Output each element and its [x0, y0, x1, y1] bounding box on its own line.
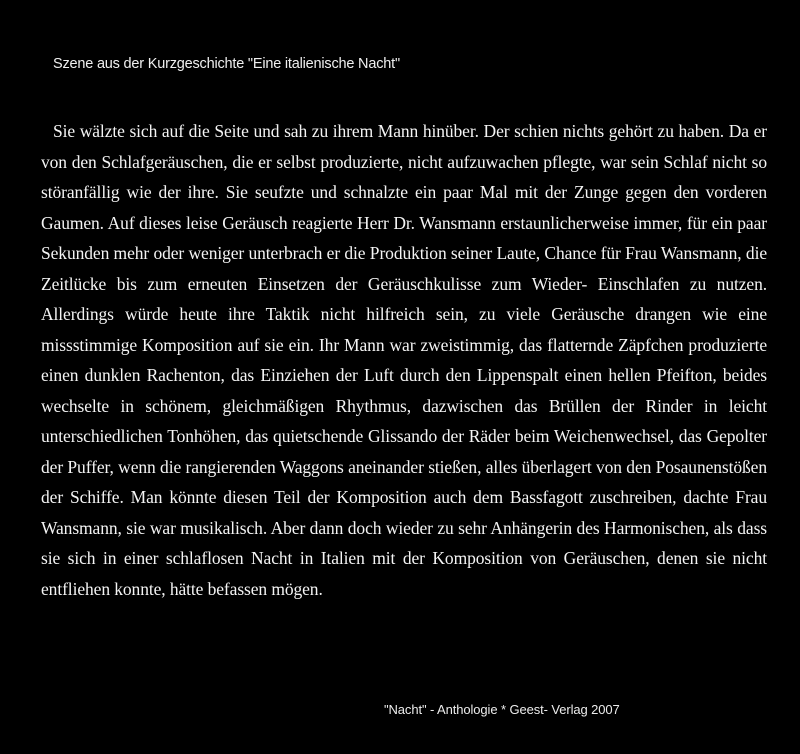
source-credit: "Nacht" - Anthologie * Geest- Verlag 2007 [384, 702, 620, 717]
story-text: Sie wälzte sich auf die Seite und sah zu ihrem Mann hinüber. Der schien nichts gehört zu haben. Da er von den Schlafgeräuschen, die er selbst produzierte, nicht aufzuwachen pflegte, war sein Schlaf nicht so störanfällig wie der ihre. Sie seufzte und schnalzte ein paar Mal mit der Zunge gegen den vorderen Gaumen. Auf dieses leise Geräusch reagierte Herr Dr. Wansmann erstaunlicherweise immer, für ein paar Sekunden mehr oder weniger unterbrach er die Produktion seiner Laute, Chance für Frau Wansmann, die Zeitlücke bis zum erneuten Einsetzen der Geräuschkulisse zum Wieder- Einschlafen zu nutzen. Allerdings würde heute ihre Taktik nicht hilfreich sein, zu viele Geräusche drangen wie eine missstimmige Komposition auf sie ein. Ihr Mann war zweistimmig, das flatternde Zäpfchen produzierte einen dunklen Rachenton, das Einziehen der Luft durch den Lippenspalt einen hellen Pfeifton, beides wechselte in schönem, gleichmäßigen Rhythmus, dazwischen das Brüllen der Rinder in leicht unterschiedlichen Tonhöhen, das quietschende Glissando der Räder beim Weichenwechsel, das Gepolter der Puffer, wenn die rangierenden Waggons aneinander stießen, alles überlagert von den Posaunenstößen der Schiffe. Man könnte diesen Teil der Komposition auch dem Bassfagott zuschreiben, dachte Frau Wansmann, sie war musikalisch. Aber dann doch wieder zu sehr Anhängerin des Harmonischen, als dass sie sich in einer schlaflosen Nacht in Italien mit der Komposition von Geräuschen, denen sie nicht entfliehen konnte, hätte befassen mögen. [41, 121, 767, 599]
scene-caption: Szene aus der Kurzgeschichte "Eine italienische Nacht" [53, 56, 400, 72]
